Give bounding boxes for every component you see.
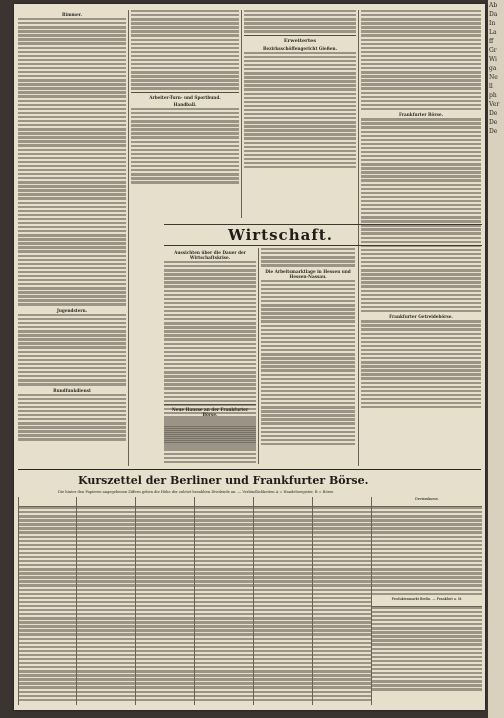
table-column [312, 497, 371, 705]
edge-text: La [489, 29, 497, 36]
edge-text: Wi [489, 56, 497, 63]
table-header [136, 497, 194, 507]
kurszettel [18, 469, 481, 708]
divider [164, 404, 256, 405]
table-header [77, 497, 135, 507]
table-rows [77, 507, 135, 701]
newspaper-page [14, 4, 485, 710]
wirtschaft-banner [164, 224, 482, 246]
table-column-devisen [371, 497, 482, 705]
table-rows [19, 507, 76, 701]
edge-text: Da [489, 11, 498, 18]
section-heading: Rimmer. [62, 12, 82, 17]
column-1 [18, 10, 126, 466]
divider [244, 35, 356, 36]
section-heading: Frankfurter Getreidebörse. [389, 314, 453, 320]
table-header: Produktenmarkt Berlin. — Frankfurt a. M. [372, 597, 482, 607]
text-block [18, 394, 126, 441]
edge-text: De [489, 110, 498, 117]
section-heading: Arbeiter-Turn- und Sportbund. [149, 94, 221, 100]
text-block [131, 10, 239, 90]
edge-text: Ne [489, 74, 498, 81]
column-rule [241, 10, 242, 218]
edge-text: De [489, 119, 498, 126]
table-header [254, 497, 312, 507]
edge-text: ll [489, 83, 493, 90]
table-header [195, 497, 253, 507]
kurszettel-subtitle: Die hinter den Papieren angegebenen Ziffern geben die Höhe der zuletzt bezahlten Dividende an. — Verbindlichkeiten A = Handelsregister, B = Börse. [58, 490, 335, 494]
edge-text: ph [489, 92, 497, 99]
edge-text: De [489, 128, 498, 135]
section-heading: Rundfunkdienst [53, 387, 91, 393]
table-header [313, 497, 371, 507]
wirtschaft-col-c [164, 402, 256, 462]
table-rows [136, 507, 194, 701]
edge-text: Ab [489, 2, 498, 9]
edge-text: Ver [489, 101, 500, 108]
column-rule [128, 10, 129, 466]
banner-title: Wirtschaft. [228, 226, 333, 244]
section-heading: Frankfurter Börse. [398, 112, 444, 118]
table-header: Devisenkurse. [372, 497, 482, 507]
text-block [261, 248, 355, 267]
text-block [244, 52, 356, 169]
column-rule [258, 248, 259, 464]
table-rows [372, 507, 482, 595]
table-rows [254, 507, 312, 701]
wirtschaft-col-b [261, 248, 355, 464]
article-title: Die Arbeitsmarktlage in Hessen und Hessen-Nassau. [265, 268, 351, 279]
article-title: Neue Hausse an der Frankfurter Börse. [171, 407, 249, 417]
column-2 [131, 10, 239, 222]
article-subtitle: Bezirksschöffengericht Gießen. [262, 45, 338, 51]
edge-text: In [489, 20, 496, 27]
text-block [244, 10, 356, 33]
edge-text: Gr [489, 47, 497, 54]
table-rows [372, 607, 482, 691]
table-column [135, 497, 194, 705]
article-title: Aussichten über die Dauer der Wirtschaftskrise. [174, 250, 246, 260]
edge-text: ga [489, 65, 497, 72]
text-block [361, 320, 481, 408]
table-column [253, 497, 312, 705]
column-3 [244, 10, 356, 222]
article-title: Erweitertes [283, 37, 317, 44]
text-block [361, 118, 481, 312]
table-rows [195, 507, 253, 701]
table-header [19, 497, 76, 507]
section-subheading: Handball. [173, 101, 197, 107]
divider [131, 92, 239, 93]
table-rows [313, 507, 371, 701]
table-column [18, 497, 76, 705]
kurszettel-title: Kurszettel der Berliner und Frankfurter Börse. [78, 474, 369, 487]
facing-page-edge [488, 0, 504, 718]
text-block [18, 314, 126, 386]
edge-text: ff [489, 38, 494, 45]
table-column [76, 497, 135, 705]
section-heading: Jugendstern. [56, 307, 88, 313]
text-block [131, 108, 239, 184]
text-block [164, 418, 256, 449]
text-block [361, 10, 481, 110]
table-column [194, 497, 253, 705]
text-block [18, 18, 126, 306]
text-block [261, 280, 355, 446]
